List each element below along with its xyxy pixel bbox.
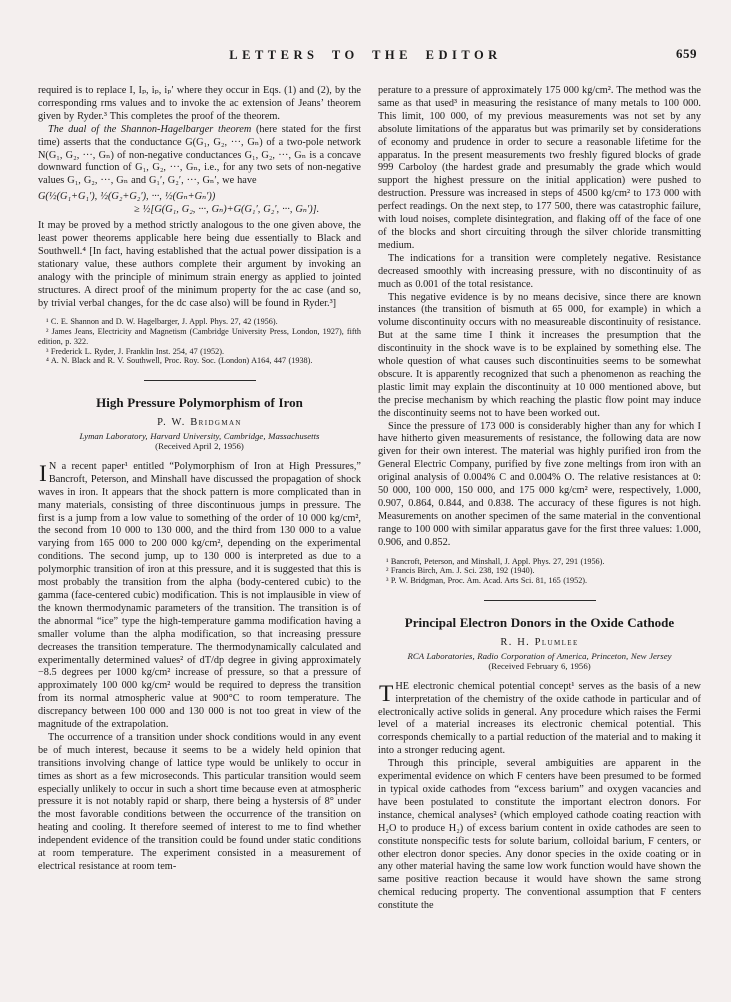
footnote: ² James Jeans, Electricity and Magnetism (Cambridge University Press, London, 1927), fifth edition, p. 322. <box>38 327 361 346</box>
dropcap-letter: T <box>379 680 394 707</box>
footnotes-block <box>38 317 361 366</box>
article-author: P. W. Bridgman <box>157 416 242 428</box>
paragraph-text: HE electronic chemical potential concept¹ serves as the basis of a new interpretation of the chemistry of the oxide cathode in particular and of electronically active solids in general. Any procedure which raises the Fermi level of a material increases its electronic chemical potential. This corresponds chemically to a partial reduction of the material and to making it into a stronger reducing agent. <box>378 680 701 757</box>
article-title: High Pressure Polymorphism of Iron <box>96 394 303 410</box>
dropcap-letter: I <box>39 460 47 487</box>
article-title: Principal Electron Donors in the Oxide Cathode <box>404 614 675 630</box>
footnote: ¹ Bancroft, Peterson, and Minshall, J. Appl. Phys. 27, 291 (1956). <box>386 556 605 566</box>
article-affiliation: RCA Laboratories, Radio Corporation of America, Princeton, New Jersey <box>407 650 672 661</box>
paragraph: Through this principle, several ambiguities are apparent in the experimental evidence on which F centers have been presumed to be formed in typical oxide cathodes from “excess barium” and oxygen vacancies and have been postulated to constitute the important electron donors. For instance, chemical analyses² (which employed cathode coating reaction with H₂O to produce H₂) of excess barium content in oxide cathodes are seen to constitute nonspecific tests for solute barium, colloidal barium, F centers, or other electron donor species. Any donor species in the oxide coating or in any other material having the same low work function would have shown the same positive reaction because it would have shown the same strong chemical reducing property. The conventional assumption that F centers constitute the <box>378 758 701 912</box>
paragraph: It may be proved by a method strictly analogous to the one given above, the least power theorems applicable here being due essentially to Black and Southwell.⁴ [In fact, having established that the actual power dissipation is a stationary value, these authors complete their argument by invoking an analogy with the principle of minimum strain energy as applied to jointed structures. A direct proof of the minimum property for the ac case (and so, by trivial verbal changes, for the dc case also) will be found in Ryder.³] <box>38 220 361 309</box>
paragraph <box>38 124 361 189</box>
footnote: ³ P. W. Bridgman, Proc. Am. Acad. Arts Sci. 81, 165 (1952). <box>386 576 588 586</box>
paragraph: The occurrence of a transition under shock conditions would in any event be of much interest, because it seems to be a widely held opinion that transitions involving change of lattice type would be unlikely to occur in times as short as a few microseconds. This particular transition would seem especially unlikely to occur in such a short time because even at atmospheric pressure it is not notably rapid or sharp, there being a hystersis of 8° under the most favorable conditions between the occurrence of the transition on heating and cooling. It therefore seemed of interest to me to find whether independent evidence of the transition could be found under static conditions at room temperature. The experiment consisted in a measurement of electrical resistance at room tem- <box>38 731 361 873</box>
paragraph: required is to replace I, Iₚ, iₚ, iₚ′ where they occur in Eqs. (1) and (2), by the corresponding rms values and to invoke the ac extension of Jeans’ theorem given by Ryder.³ This completes the proof of the theorem. <box>38 85 361 122</box>
footnote: ³ Frederick L. Ryder, J. Franklin Inst. 254, 47 (1952). <box>46 346 224 356</box>
footnote: ⁴ A. N. Black and R. V. Southwell, Proc. Roy. Soc. (London) A164, 447 (1938). <box>46 356 313 366</box>
paragraph-text: N a recent paper¹ entitled “Polymorphism of Iron at High Pressures,” Bancroft, Peterson, and Minshall have discussed the propagation of shock waves in iron. It appears that the shock pattern is more complicated than in many materials, consisting of three discontinuous jumps in pressure. The first is a jump from a low value to something of the order of 10 000 kg/cm², the second from 10 000 to 130 000, and the third from 130 000 to a value varying from 165 000 to 200 000 kg/cm², depending on the experimental conditions. The second jump, up to 130 000 is interpreted as due to a polymorphic transition of iron at this pressure, and it is suggested that this is most probably the transition from the alpha (body-centered cubic) to the gamma (face-centered cubic) modification. This is not implausible in view of the known thermodynamic parameters of the transition. The transition is of the abnormal “ice” type the high-temperature gamma modification having a smaller volume than the alpha modification, so that increasing pressure decreases the transition temperature. The thermodynamically calculated and experimentally determined values² of dT/dp degree in giving approximately −8.5 degrees per 1000 kg/cm² increase of pressure, so that a pressure of approximately 100 000 kg/cm² would be required to depress the transition from its normal atmospheric value at 900°C to room temperature. The discrepancy between 100 000 and 130 000 is not too great in view of the magnitude of the extrapolation. <box>38 460 361 731</box>
article-received-date: (Received February 6, 1956) <box>488 661 591 672</box>
theorem-name-italic: The dual of the Shannon-Hagelbarger theorem <box>48 123 252 135</box>
left-column <box>38 85 361 913</box>
paragraph: Since the pressure of 173 000 is considerably higher than any for which I have hitherto given measurements of resistance, the following data are now given for their own interest. The material was highly purified iron from the General Electric Company, purified by five zone meltings from iron with an original analysis of 0.004% C and 0.004% O. The relative resistances at 0: 50 000, 100 000, 150 000, and 175 000 kg/cm² were, respectively, 1.000, 0.907, 0.864, 0.844, and 0.838. The accuracy of these figures is not high. Measurements on another specimen of the same material in the conventional range to 100 000 with similar apparatus gave for the first three values: 1.000, 0.906, and 0.852. <box>378 420 701 548</box>
equation-line-2: ≥ ½[G(G₁, G₂, ···, Gₙ)+G(G₁′, G₂′, ···, Gₙ′)]. <box>134 204 320 216</box>
article-affiliation: Lyman Laboratory, Harvard University, Cambridge, Massachusetts <box>79 430 320 441</box>
footnote: ² Francis Birch, Am. J. Sci. 238, 192 (1940). <box>386 566 535 576</box>
paragraph <box>38 461 361 732</box>
article-author: R. H. Plumlee <box>500 636 579 648</box>
display-equation <box>38 191 361 217</box>
footnotes-block <box>378 557 701 586</box>
footnote: ¹ C. E. Shannon and D. W. Hagelbarger, J. Appl. Phys. 27, 42 (1956). <box>46 317 278 327</box>
paragraph: The indications for a transition were completely negative. Resistance decreased smoothly with increasing pressure, with no discontinuity of as much as 0.001 of the total resistance. <box>378 252 701 290</box>
paragraph: perature to a pressure of approximately 175 000 kg/cm². The method was the same as that used³ in measuring the resistance of many metals to 100 000. This limit, 100 000, of my previous measurements was not set by any absolute limitations of the apparatus but was primarily set by considerations of economy and prudence in order to secure a reasonable lifetime for the apparatus. In the present measurements two freshly figured blocks of grade 999 Carboloy (the hardest grade and presumably the grade which would support the highest pressure on the initial application) were pushed to destruction. Pressure was increased in steps of 4500 kg/cm² to 173 000 with perfect readings. On the next step, to 177 500, there was catastrophic failure, with loud noises, complete disintegration, and flaking off of the face of one of the blocks and short circuiting through the silver chloride transmitting medium. <box>378 85 701 251</box>
section-divider <box>484 600 596 601</box>
two-column-layout <box>0 64 731 913</box>
page-number: 659 <box>676 46 697 61</box>
running-head <box>0 46 731 64</box>
paragraph <box>378 681 701 758</box>
journal-header-title: LETTERS TO THE EDITOR <box>229 48 502 62</box>
section-divider <box>144 380 256 381</box>
paragraph-text: (here stated for the first time) asserts that the conductance G(G₁, G₂, ···, Gₙ) of a two-pole network N(G₁, G₂, ···, Gₙ) of non-negative conductances G₁, G₂, ···, Gₙ is a concave downward function of G₁, G₂, ···, Gₙ, i.e., for any two sets of non-negative values G₁, G₂, ···, Gₙ and G₁′, G₂′, ···, Gₙ′, we have <box>38 123 361 187</box>
article-received-date: (Received April 2, 1956) <box>155 441 244 452</box>
right-column <box>378 85 701 913</box>
equation-line-1: G(½(G₁+G₁′), ½(G₂+G₂′), ···, ½(Gₙ+Gₙ′)) <box>38 191 216 203</box>
paragraph: This negative evidence is by no means decisive, since there are known instances (the transition of bismuth at 65 000, for example) in which a volume discontinuity occurs with no measureable discontinuity of resistance. But at the same time I think it increases the presumption that the discontinuity in the shock wave is to be explained by something else. The whole question of what causes such discontinuities seems to be somewhat obscure. It is apparently recognized that such a phenomenon as reaching the plastic limit may explain the discontinuity at 10 000 mentioned above, but the precise mechanism by which reaching the plastic flow point may induce the discontinuity seems not to have been worked out. <box>378 291 701 419</box>
